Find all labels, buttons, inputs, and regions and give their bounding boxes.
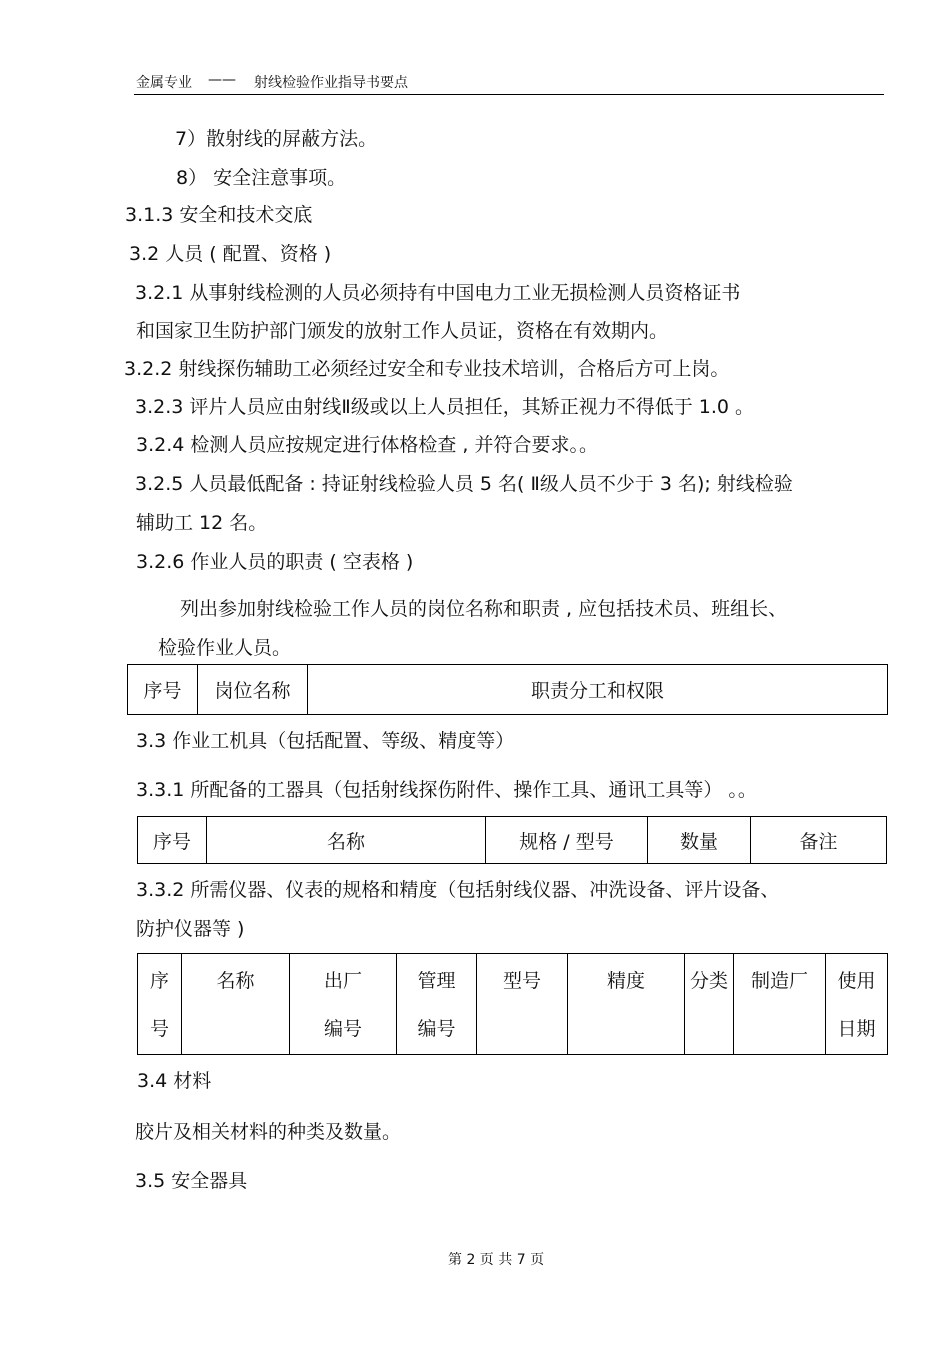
section-3-2-6: 3.2.6 作业人员的职责 ( 空表格 ) <box>136 551 414 573</box>
header-text: 编号 <box>323 1018 362 1040</box>
section-3-2-3: 3.2.3 评片人员应由射线Ⅱ级或以上人员担任，其矫正视力不得低于 1.0 。 <box>135 396 755 418</box>
header-text: 制造厂 <box>750 970 808 992</box>
table-header-cell: 名称 <box>207 817 486 864</box>
table-header-cell <box>290 954 397 1055</box>
table-header-cell <box>138 954 182 1055</box>
table-row <box>138 817 887 864</box>
table-header-cell: 序号 <box>128 665 198 715</box>
section-3-3-2: 3.3.2 所需仪器、仪表的规格和精度（包括射线仪器、冲洗设备、评片设备、 <box>136 879 780 901</box>
table-row <box>128 665 888 715</box>
section-3-1-3: 3.1.3 安全和技术交底 <box>125 204 313 226</box>
duty-description-cont: 检验作业人员。 <box>158 637 292 659</box>
tools-table <box>137 816 887 864</box>
section-3-4: 3.4 材料 <box>137 1070 212 1092</box>
header-text: 使用 <box>837 970 876 992</box>
table-header-cell: 岗位名称 <box>198 665 308 715</box>
header-text: 序 <box>149 970 169 992</box>
table-header-cell <box>182 954 290 1055</box>
line-8: 8） 安全注意事项。 <box>176 167 347 189</box>
table-header-cell <box>685 954 734 1055</box>
section-3-5: 3.5 安全器具 <box>135 1170 248 1192</box>
section-3-2: 3.2 人员 ( 配置、资格 ) <box>129 243 332 265</box>
duty-description: 列出参加射线检验工作人员的岗位名称和职责 , 应包括技术员、班组长、 <box>180 598 788 620</box>
header-text: 管理 <box>417 970 456 992</box>
header-text: 名称 <box>216 970 255 992</box>
section-3-3-1: 3.3.1 所配备的工器具（包括射线探伤附件、操作工具、通讯工具等） 。。 <box>136 779 757 801</box>
section-3-2-5: 3.2.5 人员最低配备 : 持证射线检验人员 5 名( Ⅱ级人员不少于 3 名); 射线检验 <box>135 473 793 495</box>
materials-text: 胶片及相关材料的种类及数量。 <box>135 1121 402 1143</box>
page-number: 第 2 页 共 7 页 <box>448 1252 545 1268</box>
table-header-cell: 规格 / 型号 <box>486 817 648 864</box>
section-3-2-2: 3.2.2 射线探伤辅助工必须经过安全和专业技术培训，合格后方可上岗。 <box>124 358 730 380</box>
header-left: 金属专业 <box>136 75 192 91</box>
table-header-cell <box>826 954 888 1055</box>
header-text: 精度 <box>606 970 645 992</box>
table-row <box>138 954 888 1055</box>
section-3-2-5-cont: 辅助工 12 名。 <box>136 512 268 534</box>
header-text: 分类 <box>689 970 728 992</box>
section-3-3-2-cont: 防护仪器等 ) <box>136 918 245 940</box>
header-text: 号 <box>149 1018 169 1040</box>
table-header-cell: 序号 <box>138 817 207 864</box>
header-rule <box>134 94 884 95</box>
header-text: 编号 <box>417 1018 456 1040</box>
section-3-2-1: 3.2.1 从事射线检测的人员必须持有中国电力工业无损检测人员资格证书 <box>135 282 741 304</box>
duty-table <box>127 664 888 715</box>
section-3-2-4: 3.2.4 检测人员应按规定进行体格检查 , 并符合要求。。 <box>136 434 599 456</box>
table-header-cell <box>734 954 826 1055</box>
table-header-cell <box>397 954 477 1055</box>
header-title: 射线检验作业指导书要点 <box>254 75 408 91</box>
line-7: 7）散射线的屏蔽方法。 <box>175 128 378 150</box>
header-dash: —— <box>208 72 236 88</box>
section-3-3: 3.3 作业工机具（包括配置、等级、精度等） <box>136 730 515 752</box>
header-text: 日期 <box>837 1018 876 1040</box>
table-header-cell: 数量 <box>648 817 751 864</box>
table-header-cell: 职责分工和权限 <box>308 665 888 715</box>
table-header-cell <box>477 954 568 1055</box>
section-3-2-1-cont: 和国家卫生防护部门颁发的放射工作人员证，资格在有效期内。 <box>136 320 669 342</box>
header-text: 型号 <box>502 970 541 992</box>
instruments-table <box>137 953 888 1055</box>
table-header-cell <box>568 954 685 1055</box>
header-text: 出厂 <box>323 970 362 992</box>
table-header-cell: 备注 <box>751 817 887 864</box>
